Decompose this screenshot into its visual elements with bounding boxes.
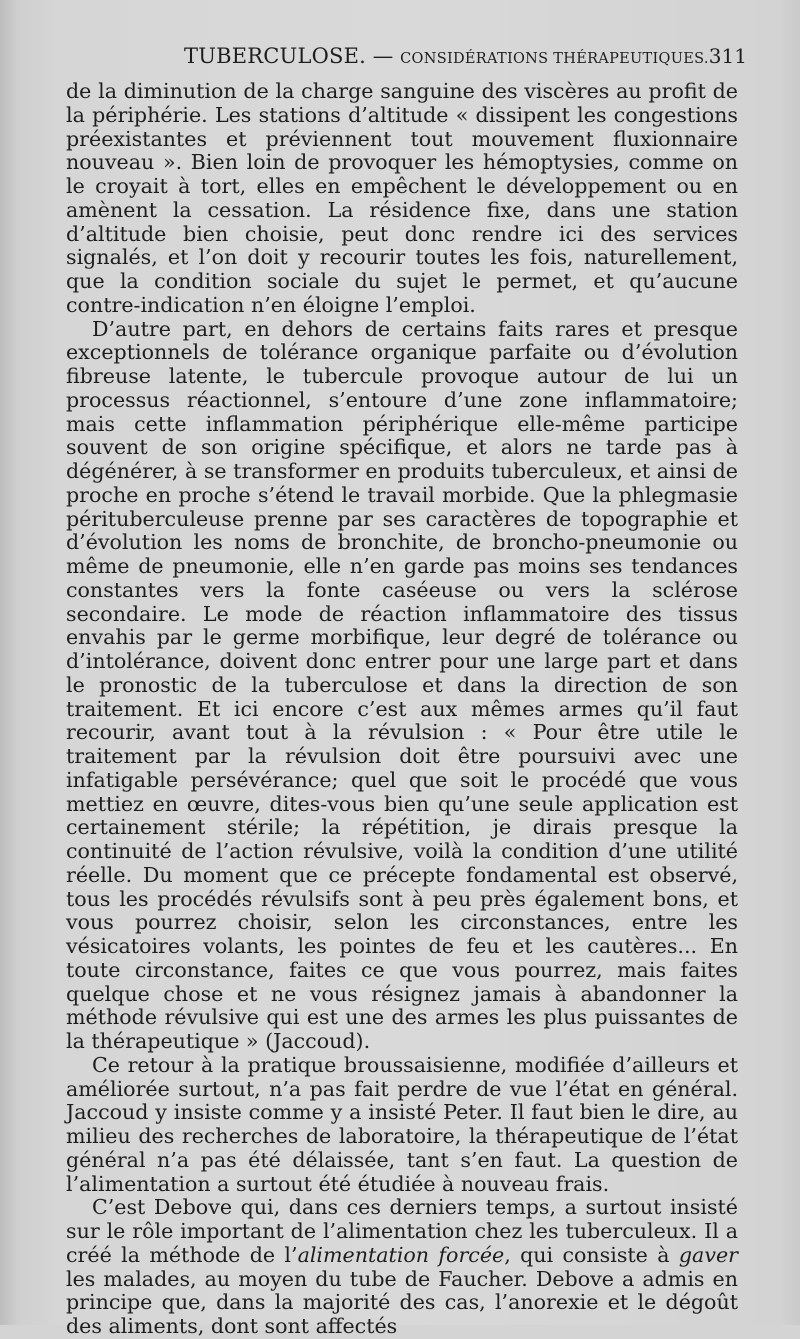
italic-gaver: gaver [678,1242,738,1267]
paragraph-4-text-middle: , qui consiste à [504,1242,679,1267]
body-text [66,80,738,1339]
paragraph-4 [66,1196,738,1339]
paragraph-3: Ce retour à la pratique broussaisienne, modifiée d’ailleurs et améliorée surtout, n’a pas fait perdre de vue l’état en général. Jaccoud y insiste comme y a insisté Peter. Il faut bien le dire, au milieu des recherches de laboratoire, la thérapeutique de l’état général n’a pas été délaissée, tant s’en faut. La question de l’alimentation a surtout été étudiée à nouveau frais. [66,1052,738,1196]
running-head-title: TUBERCULOSE. [184,44,366,68]
running-head-dash: — [366,44,401,68]
paragraph-4-text-after: les malades, au moyen du tube de Faucher. Debove a admis en principe que, dans la majorité des cas, l’anorexie et le dégoût des aliments, dont sont affectés [66,1266,738,1338]
italic-alimentation-forcee: alimentation forcée [297,1242,505,1267]
page-header [66,44,747,76]
paragraph-1: de la diminution de la charge sanguine des viscères au profit de la périphérie. Les stations d’altitude « dissipent les congestions préexistantes et préviennent tout mouvement fluxionnaire nouveau ». Bien loin de provoquer les hémoptysies, comme on le croyait à tort, elles en empêchent le développement ou en amènent la cessation. La résidence fixe, dans une station d’altitude bien choisie, peut donc rendre ici des services signalés, et l’on doit y recourir toutes les fois, naturellement, que la condition sociale du sujet le permet, et qu’aucune contre-indication n’en éloigne l’emploi. [66,79,738,317]
page-number: 311 [708,44,747,68]
paragraph-4-text-before: C’est Debove qui, dans ces derniers temps, a surtout insisté sur le rôle important de l’alimentation chez les tuberculeux. Il a créé la méthode de l’ [66,1195,738,1267]
paragraph-2: D’autre part, en dehors de certains faits rares et presque exceptionnels de tolérance organique parfaite ou d’évolution fibreuse latente, le tubercule provoque autour de lui un processus réactionnel, s’entoure d’une zone inflammatoire; mais cette inflammation périphérique elle-même participe souvent de son origine spécifique, et alors ne tarde pas à dégénérer, à se transformer en produits tuberculeux, et ainsi de proche en proche s’étend le travail morbide. Que la phlegmasie pérituberculeuse prenne par ses caractères de topographie et d’évolution les noms de bronchite, de broncho-pneumonie ou même de pneumonie, elle n’en garde pas moins ses tendances constantes vers la fonte caséeuse ou vers la sclérose secondaire. Le mode de réaction inflammatoire des tissus envahis par le germe morbifique, leur degré de tolérance ou d’intolérance, doivent donc entrer pour une large part et dans le pronostic de la tuberculose et dans la direction de son traitement. Et ici encore c’est aux mêmes armes qu’il faut recourir, avant tout à la révulsion : « Pour être utile le traitement par la révulsion doit être poursuivi avec une infatigable persévérance; quel que soit le procédé que vous mettiez en œuvre, dites-vous bien qu’une seule application est certainement stérile; la répétition, je dirais presque la continuité de l’action révulsive, voilà la condition d’une utilité réelle. Du moment que ce précepte fondamental est observé, tous les procédés révulsifs sont à peu près également bons, et vous pourrez choisir, selon les circonstances, entre les vésicatoires volants, les pointes de feu et les cautères... En toute circonstance, faites ce que vous pourrez, mais faites quelque chose et ne vous résignez jamais à abandonner la méthode révulsive qui est une des armes les plus puissantes de la thérapeutique » (Jaccoud). [66,316,738,1053]
running-head-subtitle: CONSIDÉRATIONS THÉRAPEUTIQUES. [400,51,709,67]
running-head [184,44,709,68]
